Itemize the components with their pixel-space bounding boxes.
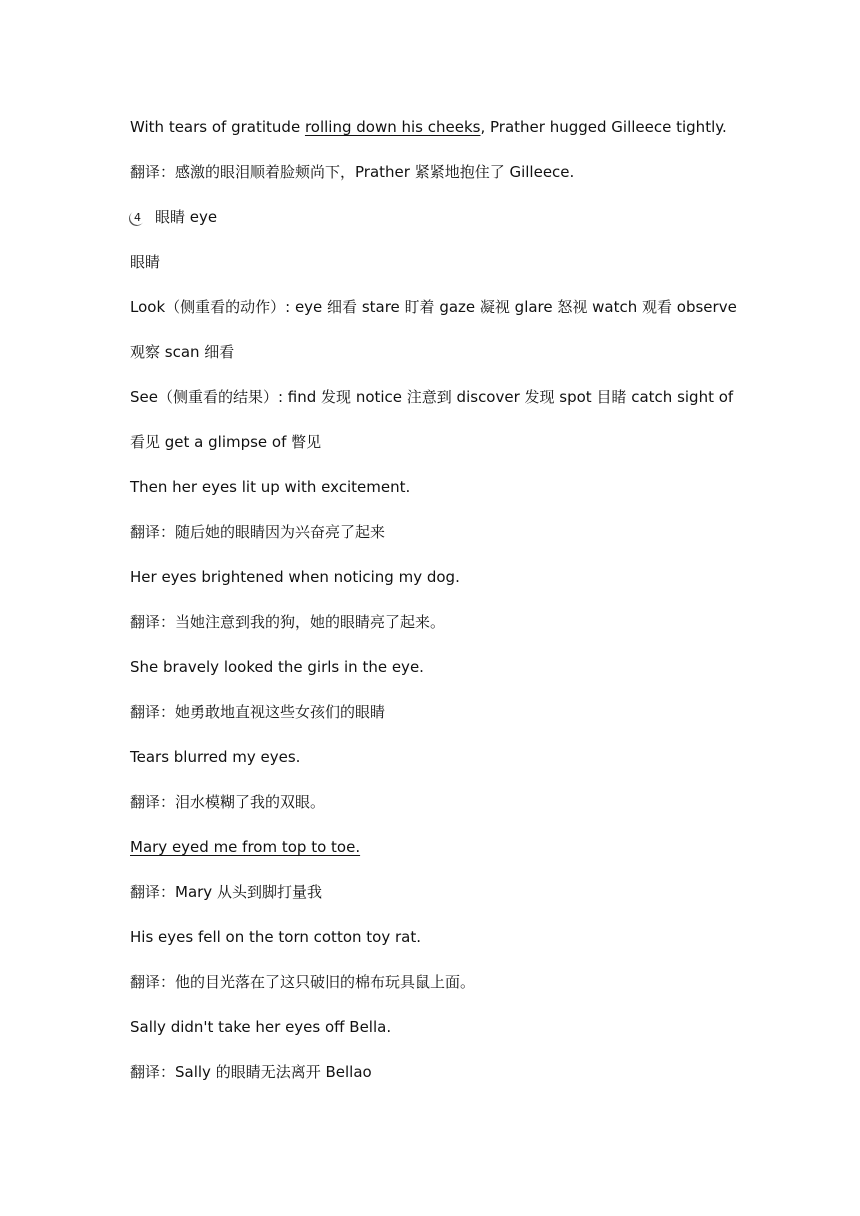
example-sentence: Tears blurred my eyes. <box>130 748 301 766</box>
translation-line: 翻译：感激的眼泪顺着脸颊尚下，Prather 紧紧地抱住了 Gilleece. <box>130 163 575 181</box>
translation-line: 翻译：他的目光落在了这只破旧的棉布玩具鼠上面。 <box>130 973 476 991</box>
translation-line: 翻译：当她注意到我的狗，她的眼睛亮了起来。 <box>130 613 446 631</box>
example-sentence: Sally didn't take her eyes off Bella. <box>130 1018 392 1036</box>
vocab-look-line-cont: 观察 scan 细看 <box>130 343 235 361</box>
translation-line: 翻译：Sally 的眼睛无法离开 Bellao <box>130 1063 372 1081</box>
example-sentence-underlined: Mary eyed me from top to toe. <box>130 838 361 856</box>
sentence-text: With tears of gratitude <box>130 118 305 136</box>
example-sentence <box>130 112 740 157</box>
translation-line: 翻译：泪水模糊了我的双眼。 <box>130 793 326 811</box>
vocab-see-line-cont: 看见 get a glimpse of 瞥见 <box>130 433 322 451</box>
vocab-see-line: See（侧重看的结果）: find 发现 notice 注意到 discover 发现 spot 目睹 catch sight of <box>130 388 734 406</box>
example-sentence: His eyes fell on the torn cotton toy rat. <box>130 928 421 946</box>
vocab-look-line: Look（侧重看的动作）: eye 细看 stare 盯着 gaze 凝视 glare 怒视 watch 观看 observe <box>130 298 737 316</box>
sentence-text: , Prather hugged Gilleece tightly. <box>480 118 727 136</box>
translation-line: 翻译：随后她的眼睛因为兴奋亮了起来 <box>130 523 386 541</box>
subheading: 眼睛 <box>130 253 161 271</box>
translation-line: 翻译：Mary 从头到脚打量我 <box>130 883 322 901</box>
example-sentence: Her eyes brightened when noticing my dog. <box>130 568 460 586</box>
circled-number: 4 <box>130 210 145 225</box>
section-title: 眼睛 eye <box>155 208 218 226</box>
document-body <box>130 112 740 1102</box>
underlined-phrase: rolling down his cheeks <box>304 118 481 136</box>
example-sentence: She bravely looked the girls in the eye. <box>130 658 424 676</box>
section-heading <box>130 202 740 247</box>
example-sentence: Then her eyes lit up with excitement. <box>130 478 411 496</box>
translation-line: 翻译：她勇敢地直视这些女孩们的眼睛 <box>130 703 386 721</box>
